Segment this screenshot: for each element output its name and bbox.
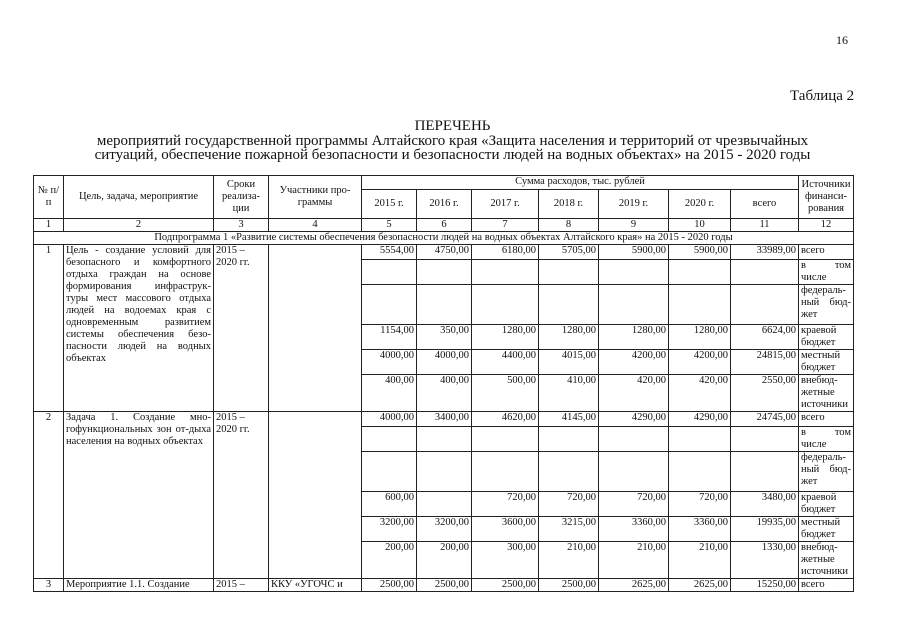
amount-cell: 1154,00 <box>362 325 417 350</box>
amount-cell: 210,00 <box>669 542 731 579</box>
amount-cell <box>599 452 669 492</box>
amount-cell <box>599 260 669 285</box>
amount-cell: 500,00 <box>472 375 539 412</box>
amount-cell <box>362 260 417 285</box>
funding-source: внебюд-жетные источники <box>799 375 854 412</box>
amount-cell <box>669 427 731 452</box>
amount-cell <box>417 427 472 452</box>
column-number: 8 <box>539 219 599 232</box>
amount-cell <box>539 427 599 452</box>
amount-cell: 24815,00 <box>731 350 799 375</box>
amount-cell <box>539 285 599 325</box>
funding-source: внебюд-жетные источники <box>799 542 854 579</box>
row-participants: ККУ «УГОЧС и <box>269 579 362 592</box>
amount-cell <box>731 260 799 285</box>
header-sources: Источники финанси-рования <box>799 176 854 219</box>
row-terms: 2015 – <box>214 579 269 592</box>
amount-cell <box>599 285 669 325</box>
amount-cell: 210,00 <box>539 542 599 579</box>
funding-source: федераль-ный бюд-жет <box>799 285 854 325</box>
amount-cell: 6624,00 <box>731 325 799 350</box>
table-row <box>34 412 854 427</box>
amount-cell: 300,00 <box>472 542 539 579</box>
amount-cell: 3360,00 <box>669 517 731 542</box>
amount-cell: 5705,00 <box>539 245 599 260</box>
row-terms: 2015 – 2020 гг. <box>214 412 269 579</box>
amount-cell: 1280,00 <box>539 325 599 350</box>
amount-cell <box>599 427 669 452</box>
amount-cell: 19935,00 <box>731 517 799 542</box>
amount-cell: 5900,00 <box>599 245 669 260</box>
header-year: 2016 г. <box>417 190 472 219</box>
amount-cell: 420,00 <box>669 375 731 412</box>
amount-cell: 3215,00 <box>539 517 599 542</box>
amount-cell <box>472 452 539 492</box>
amount-cell: 4290,00 <box>599 412 669 427</box>
funding-source: краевой бюджет <box>799 492 854 517</box>
funding-source: местный бюджет <box>799 350 854 375</box>
amount-cell <box>539 260 599 285</box>
amount-cell: 210,00 <box>599 542 669 579</box>
column-number: 1 <box>34 219 64 232</box>
amount-cell: 5554,00 <box>362 245 417 260</box>
amount-cell <box>472 285 539 325</box>
amount-cell: 720,00 <box>599 492 669 517</box>
row-participants <box>269 245 362 412</box>
amount-cell <box>669 285 731 325</box>
amount-cell <box>731 285 799 325</box>
amount-cell: 6180,00 <box>472 245 539 260</box>
header-year: 2017 г. <box>472 190 539 219</box>
row-description: Задача 1. Создание мно-гофункциональных зон от-дыха населения на водных объектах <box>64 412 214 579</box>
amount-cell: 4000,00 <box>362 412 417 427</box>
amount-cell <box>362 452 417 492</box>
column-number: 6 <box>417 219 472 232</box>
document-subtitle-line-2: ситуаций, обеспечение пожарной безопасности и безопасности людей на водных объектах» на 2015 - 2020 годы <box>94 147 811 163</box>
table-row <box>34 245 854 260</box>
header-sum: Сумма расходов, тыс. рублей <box>362 176 799 190</box>
amount-cell: 3360,00 <box>599 517 669 542</box>
amount-cell: 1330,00 <box>731 542 799 579</box>
amount-cell: 4200,00 <box>669 350 731 375</box>
amount-cell: 4015,00 <box>539 350 599 375</box>
amount-cell: 4000,00 <box>417 350 472 375</box>
amount-cell: 15250,00 <box>731 579 799 592</box>
header-terms: Сроки реализа-ции <box>214 176 269 219</box>
document-subtitle-line-1: мероприятий государственной программы Алтайского края «Защита населения и территорий от чрезвычайных <box>96 133 809 149</box>
amount-cell: 33989,00 <box>731 245 799 260</box>
amount-cell: 420,00 <box>599 375 669 412</box>
amount-cell: 24745,00 <box>731 412 799 427</box>
row-participants <box>269 412 362 579</box>
amount-cell: 720,00 <box>539 492 599 517</box>
header-year: всего <box>731 190 799 219</box>
amount-cell <box>731 427 799 452</box>
amount-cell <box>417 260 472 285</box>
amount-cell <box>472 260 539 285</box>
amount-cell: 400,00 <box>417 375 472 412</box>
amount-cell: 1280,00 <box>472 325 539 350</box>
amount-cell: 200,00 <box>417 542 472 579</box>
amount-cell: 4200,00 <box>599 350 669 375</box>
header-year: 2018 г. <box>539 190 599 219</box>
amount-cell: 410,00 <box>539 375 599 412</box>
amount-cell: 2550,00 <box>731 375 799 412</box>
amount-cell: 2500,00 <box>539 579 599 592</box>
page-number: 16 <box>836 33 848 47</box>
amount-cell: 4750,00 <box>417 245 472 260</box>
amount-cell: 2500,00 <box>417 579 472 592</box>
amount-cell: 720,00 <box>669 492 731 517</box>
amount-cell: 400,00 <box>362 375 417 412</box>
amount-cell <box>417 452 472 492</box>
row-description: Цель - создание условий для безопасного и комфортного отдыха граждан на основе формирования инфраструк-туры мест массового отдыха людей на водоемах края с одновременным развитием системы обеспечения безо-пасности людей на водных объектах <box>64 245 214 412</box>
amount-cell <box>417 492 472 517</box>
amount-cell: 4290,00 <box>669 412 731 427</box>
amount-cell <box>731 452 799 492</box>
column-number: 12 <box>799 219 854 232</box>
table-row <box>34 579 854 592</box>
column-number: 11 <box>731 219 799 232</box>
header-num: № п/п <box>34 176 64 219</box>
header-year: 2015 г. <box>362 190 417 219</box>
amount-cell <box>669 452 731 492</box>
amount-cell: 2625,00 <box>599 579 669 592</box>
funding-source: в том числе <box>799 427 854 452</box>
column-number: 9 <box>599 219 669 232</box>
amount-cell: 4000,00 <box>362 350 417 375</box>
amount-cell: 3600,00 <box>472 517 539 542</box>
header-year: 2019 г. <box>599 190 669 219</box>
amount-cell <box>472 427 539 452</box>
amount-cell: 2500,00 <box>362 579 417 592</box>
amount-cell: 3480,00 <box>731 492 799 517</box>
amount-cell <box>417 285 472 325</box>
funding-source: федераль-ный бюд-жет <box>799 452 854 492</box>
amount-cell: 350,00 <box>417 325 472 350</box>
amount-cell: 3200,00 <box>417 517 472 542</box>
amount-cell: 3400,00 <box>417 412 472 427</box>
amount-cell: 3200,00 <box>362 517 417 542</box>
column-number: 2 <box>64 219 214 232</box>
row-number: 1 <box>34 245 64 412</box>
expenditure-table <box>33 175 854 592</box>
amount-cell: 4620,00 <box>472 412 539 427</box>
funding-source: местный бюджет <box>799 517 854 542</box>
document-title: ПЕРЕЧЕНЬ <box>414 118 491 134</box>
row-terms: 2015 – 2020 гг. <box>214 245 269 412</box>
amount-cell: 4400,00 <box>472 350 539 375</box>
column-number: 5 <box>362 219 417 232</box>
header-year: 2020 г. <box>669 190 731 219</box>
column-number: 10 <box>669 219 731 232</box>
amount-cell <box>362 427 417 452</box>
funding-source: всего <box>799 245 854 260</box>
row-description: Мероприятие 1.1. Создание <box>64 579 214 592</box>
amount-cell: 2500,00 <box>472 579 539 592</box>
funding-source: в том числе <box>799 260 854 285</box>
table-label: Таблица 2 <box>790 88 855 104</box>
funding-source: всего <box>799 412 854 427</box>
column-number: 4 <box>269 219 362 232</box>
amount-cell: 600,00 <box>362 492 417 517</box>
amount-cell: 1280,00 <box>669 325 731 350</box>
amount-cell: 1280,00 <box>599 325 669 350</box>
amount-cell: 2625,00 <box>669 579 731 592</box>
row-number: 3 <box>34 579 64 592</box>
header-goal: Цель, задача, мероприятие <box>64 176 214 219</box>
row-number: 2 <box>34 412 64 579</box>
amount-cell <box>539 452 599 492</box>
amount-cell: 4145,00 <box>539 412 599 427</box>
header-participants: Участники про-граммы <box>269 176 362 219</box>
funding-source: краевой бюджет <box>799 325 854 350</box>
column-number: 7 <box>472 219 539 232</box>
amount-cell: 5900,00 <box>669 245 731 260</box>
amount-cell <box>362 285 417 325</box>
funding-source: всего <box>799 579 854 592</box>
amount-cell <box>669 260 731 285</box>
amount-cell: 720,00 <box>472 492 539 517</box>
column-number: 3 <box>214 219 269 232</box>
amount-cell: 200,00 <box>362 542 417 579</box>
subprogram-title: Подпрограмма 1 «Развитие системы обеспечения безопасности людей на водных объектах Алтайского края» на 2015 - 2020 годы <box>34 232 854 245</box>
